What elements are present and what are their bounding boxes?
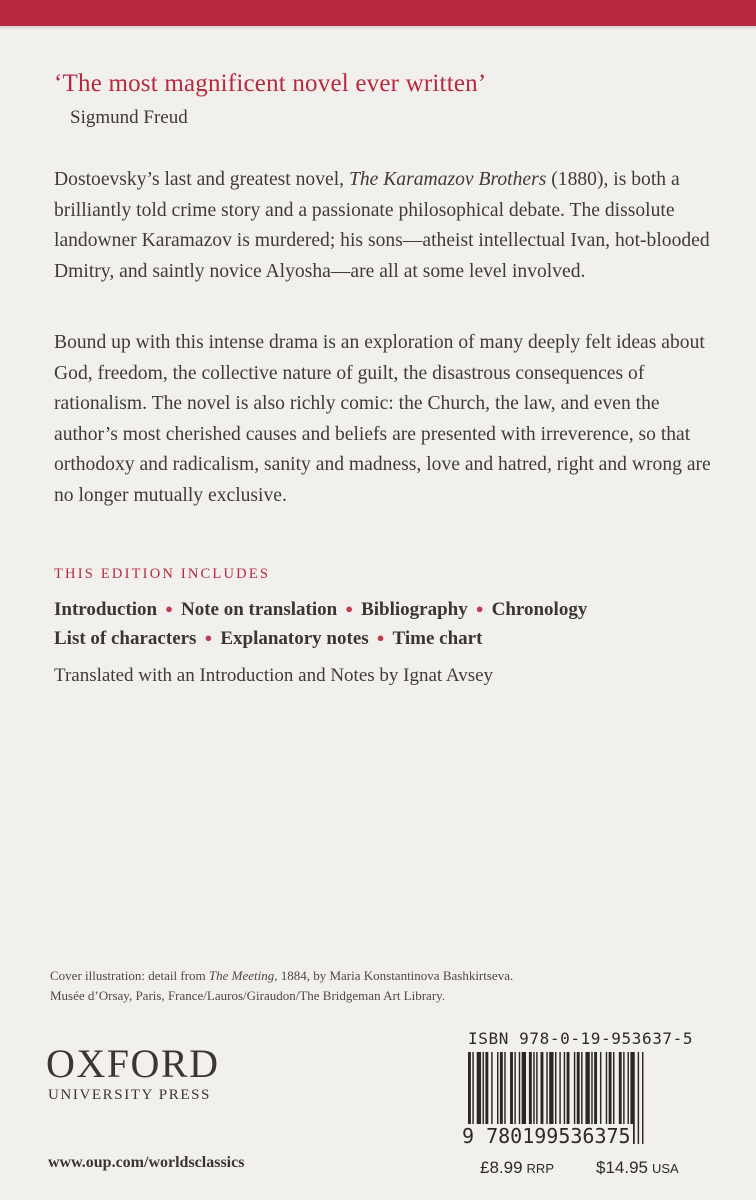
price-usd — [596, 1158, 679, 1178]
edition-heading: THIS EDITION INCLUDES — [54, 566, 271, 582]
bullet-icon: ● — [345, 601, 354, 616]
translator-credit: Translated with an Introduction and Notes by Ignat Avsey — [54, 665, 494, 686]
publisher-website: www.oup.com/worldsclassics — [48, 1154, 245, 1171]
include-item: Chronology — [491, 599, 588, 620]
credit-lead: Cover illustration: detail from — [50, 968, 209, 983]
review-quote: ‘The most magnificent novel ever written’ — [54, 70, 487, 97]
price-usd-label: USA — [652, 1161, 679, 1176]
isbn-number: ISBN 978-0-19-953637-5 — [468, 1029, 694, 1048]
bullet-icon: ● — [165, 601, 173, 616]
description-paragraph-1 — [54, 165, 714, 287]
include-item: Bibliography — [361, 599, 468, 620]
include-item: Explanatory notes — [220, 628, 369, 649]
bullet-icon: ● — [204, 630, 213, 645]
price-gbp-label: RRP — [526, 1161, 554, 1176]
barcode-digits — [460, 1124, 633, 1148]
cover-illustration-credit — [50, 966, 610, 1006]
description-paragraph-2 — [54, 328, 714, 511]
book-title: The Karamazov Brothers — [348, 169, 547, 190]
para2-text: Bound up with this intense drama is an exploration of many deeply felt ideas about God, freedom, the collective nature of guilt, the disastrous consequences of rationalism. The novel is also richly comic: the Church, the law, and even the author’s most cherished causes and beliefs are presented with irreverence, so that orthodoxy and radicalism, sanity and madness, love and hatred, right and wrong are no longer mutually exclusive. — [54, 332, 711, 506]
credit-rest: , 1884, by Maria Konstantinova Bashkirtseva. — [274, 968, 514, 983]
barcode-digit-first: 9 — [462, 1124, 475, 1148]
artwork-title: The Meeting — [208, 968, 275, 983]
quote-author: Sigmund Freud — [70, 107, 188, 128]
para1-lead: Dostoevsky’s last and greatest novel, — [54, 169, 349, 190]
includes-row-2 — [54, 625, 734, 654]
para1-rest: (1880), is both a brilliantly told crime story and a passionate philosophical debate. The dissolute landowner Karamazov is murdered; his sons—atheist intellectual Ivan, hot-blooded Dmitry, and saintly novice Alyosha—are all at some level involved. — [54, 169, 710, 282]
price-gbp — [480, 1158, 554, 1178]
credit-line-1 — [50, 966, 610, 986]
publisher-logo-name: OXFORD — [46, 1041, 220, 1086]
includes-row-1 — [54, 596, 734, 625]
include-item: Note on translation — [180, 599, 338, 620]
edition-includes-list — [54, 596, 734, 654]
top-color-band — [0, 0, 756, 26]
include-item: Time chart — [392, 628, 483, 649]
barcode-digits-group-1: 780199 — [486, 1124, 559, 1148]
include-item: Introduction — [54, 599, 158, 620]
price-usd-amount: $14.95 — [596, 1158, 648, 1177]
top-band-shadow — [0, 26, 756, 30]
bullet-icon: ● — [475, 601, 484, 616]
publisher-logo-sub: UNIVERSITY PRESS — [48, 1087, 211, 1103]
include-item: List of characters — [54, 628, 197, 649]
barcode-digits-group-2: 536375 — [558, 1124, 631, 1148]
bullet-icon: ● — [376, 630, 385, 645]
credit-line-2: Musée d’Orsay, Paris, France/Lauros/Giraudon/The Bridgeman Art Library. — [50, 988, 446, 1003]
price-gbp-amount: £8.99 — [480, 1158, 523, 1177]
